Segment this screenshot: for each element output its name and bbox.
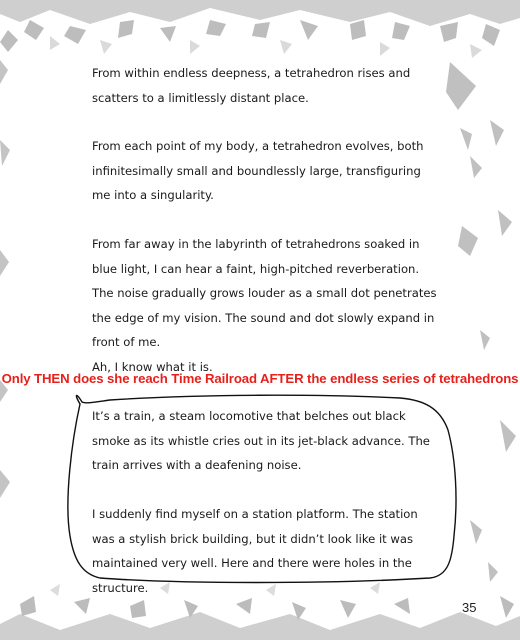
page-number: 35 [462,600,477,615]
paragraph-2: From each point of my body, a tetrahedron evolves, both infinitesimally small and boundlessly large, transfiguring me into a singularity. [92,139,424,203]
paragraph-4: Ah, I know what it is. [92,360,213,374]
paragraph-5: It’s a train, a steam locomotive that belches out black smoke as its whistle cries out in its jet-black advance. The train arrives with a deafening noise. [92,409,430,473]
paragraph-3: From far away in the labyrinth of tetrahedrons soaked in blue light, I can hear a faint, high-pitched reverberation. The noise gradually grows louder as a small dot penetrates the edge of my vision. The sound and dot slowly expand in front of me. [92,237,437,350]
paragraph-6: I suddenly find myself on a station platform. The station was a stylish brick building, but it didn’t look like it was maintained very well. Here and there were holes in the structure. [92,507,418,595]
annotation-text: Only THEN does she reach Time Railroad AFTER the endless series of tetrahedrons [1,371,519,386]
paragraph-1: From within endless deepness, a tetrahedron rises and scatters to a limitlessly distant place. [92,66,411,105]
